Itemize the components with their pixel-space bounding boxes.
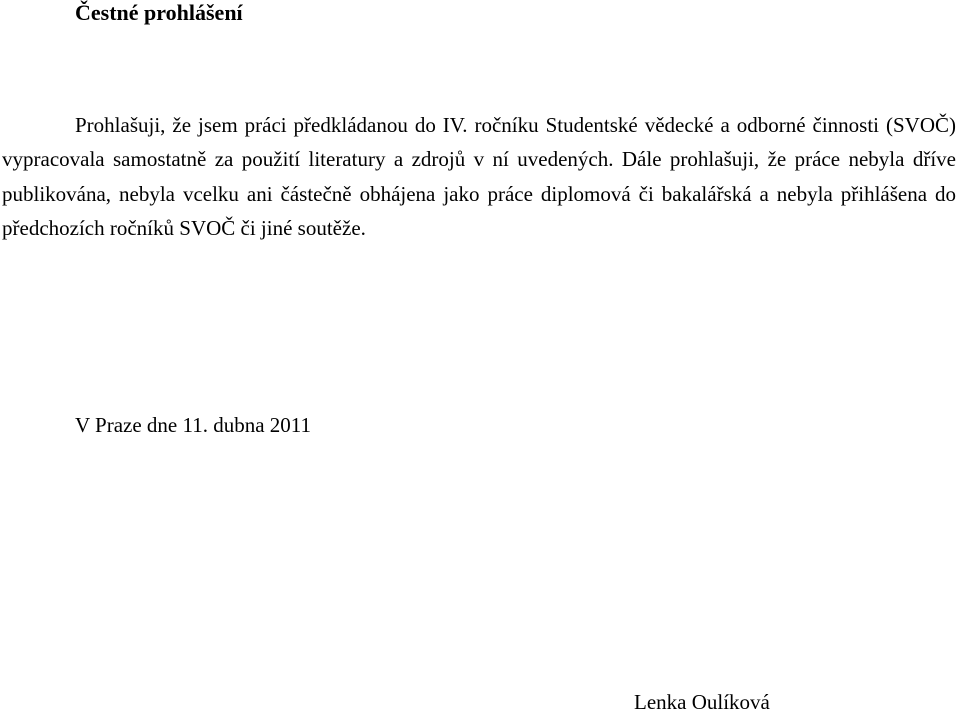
- declaration-paragraph: Prohlašuji, že jsem práci předkládanou do IV. ročníku Studentské vědecké a odborné činnosti (SVOČ) vypracovala samostatně za použití literatury a zdrojů v ní uvedených. Dále prohlašuji, že práce nebyla dříve publikována, nebyla vcelku ani částečně obhájena jako práce diplomová či bakalářská a nebyla přihlášena do předchozích ročníků SVOČ či jiné soutěže.: [2, 113, 956, 241]
- date-line: V Praze dne 11. dubna 2011: [75, 413, 312, 437]
- signature-name: Lenka Oulíková: [634, 690, 770, 714]
- document-heading: Čestné prohlášení: [75, 0, 243, 25]
